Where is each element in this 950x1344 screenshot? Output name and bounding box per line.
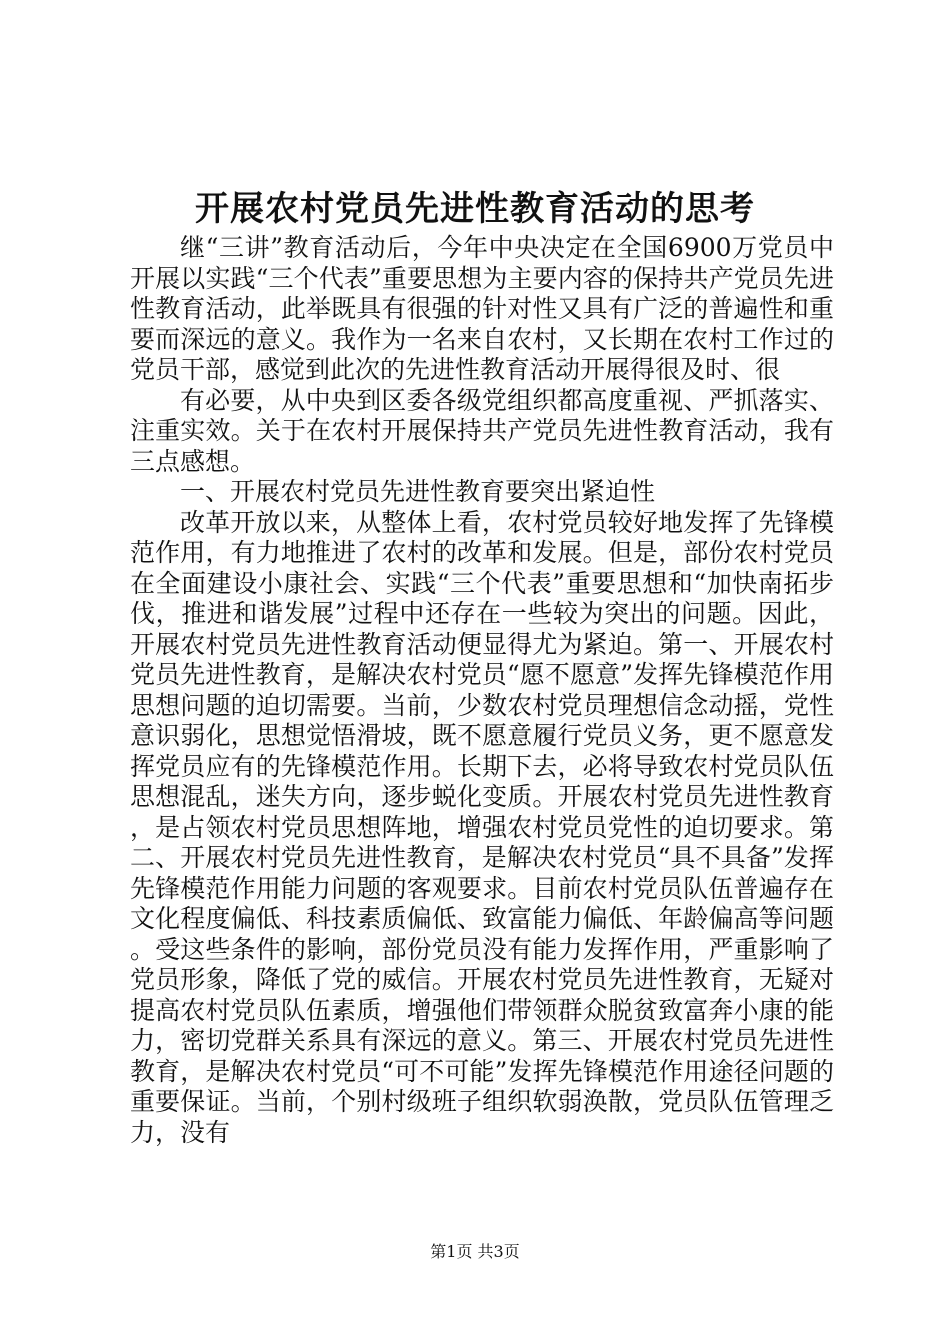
- paragraph-section-1: 改革开放以来，从整体上看，农村党员较好地发挥了先锋模范作用，有力地推进了农村的改革和发展。但是，部份农村党员在全面建设小康社会、实践“三个代表”重要思想和“加快南拓步伐，推进和谐发展”过程中还存在一些较为突出的问题。因此，开展农村党员先进性教育活动便显得尤为紧迫。第一、开展农村党员先进性教育，是解决农村党员“愿不愿意”发挥先锋模范作用思想问题的迫切需要。当前，少数农村党员理想信念动摇，党性意识弱化，思想觉悟滑坡，既不愿意履行党员义务，更不愿意发挥党员应有的先锋模范作用。长期下去，必将导致农村党员队伍思想混乱，迷失方向，逐步蜕化变质。开展农村党员先进性教育，是占领农村党员思想阵地，增强农村党员党性的迫切要求。第二、开展农村党员先进性教育，是解决农村党员“具不具备”发挥先锋模范作用能力问题的客观要求。目前农村党员队伍普遍存在文化程度偏低、科技素质偏低、致富能力偏低、年龄偏高等问题。受这些条件的影响，部份党员没有能力发挥作用，严重影响了党员形象，降低了党的威信。开展农村党员先进性教育，无疑对提高农村党员队伍素质，增强他们带领群众脱贫致富奔小康的能力，密切党群关系具有深远的意义。第三、开展农村党员先进性教育，是解决农村党员“可不可能”发挥先锋模范作用途径问题的重要保证。当前，个别村级班子组织软弱涣散，党员队伍管理乏力，没有: [130, 507, 834, 1147]
- paragraph-continuation: 有必要，从中央到区委各级党组织都高度重视、严抓落实、注重实效。关于在农村开展保持共产党员先进性教育活动，我有三点感想。: [130, 385, 834, 476]
- page-footer: 第1页 共3页: [430, 1242, 520, 1261]
- document-body: [130, 233, 834, 1148]
- paragraph-intro: 继“三讲”教育活动后，今年中央决定在全国6900万党员中开展以实践“三个代表”重要思想为主要内容的保持共产党员先进性教育活动，此举既具有很强的针对性又具有广泛的普遍性和重要而深远的意义。我作为一名来自农村，又长期在农村工作过的党员干部，感觉到此次的先进性教育活动开展得很及时、很: [130, 233, 834, 384]
- section-heading-1: 一、开展农村党员先进性教育要突出紧迫性: [180, 477, 656, 506]
- document-title: 开展农村党员先进性教育活动的思考: [195, 189, 755, 229]
